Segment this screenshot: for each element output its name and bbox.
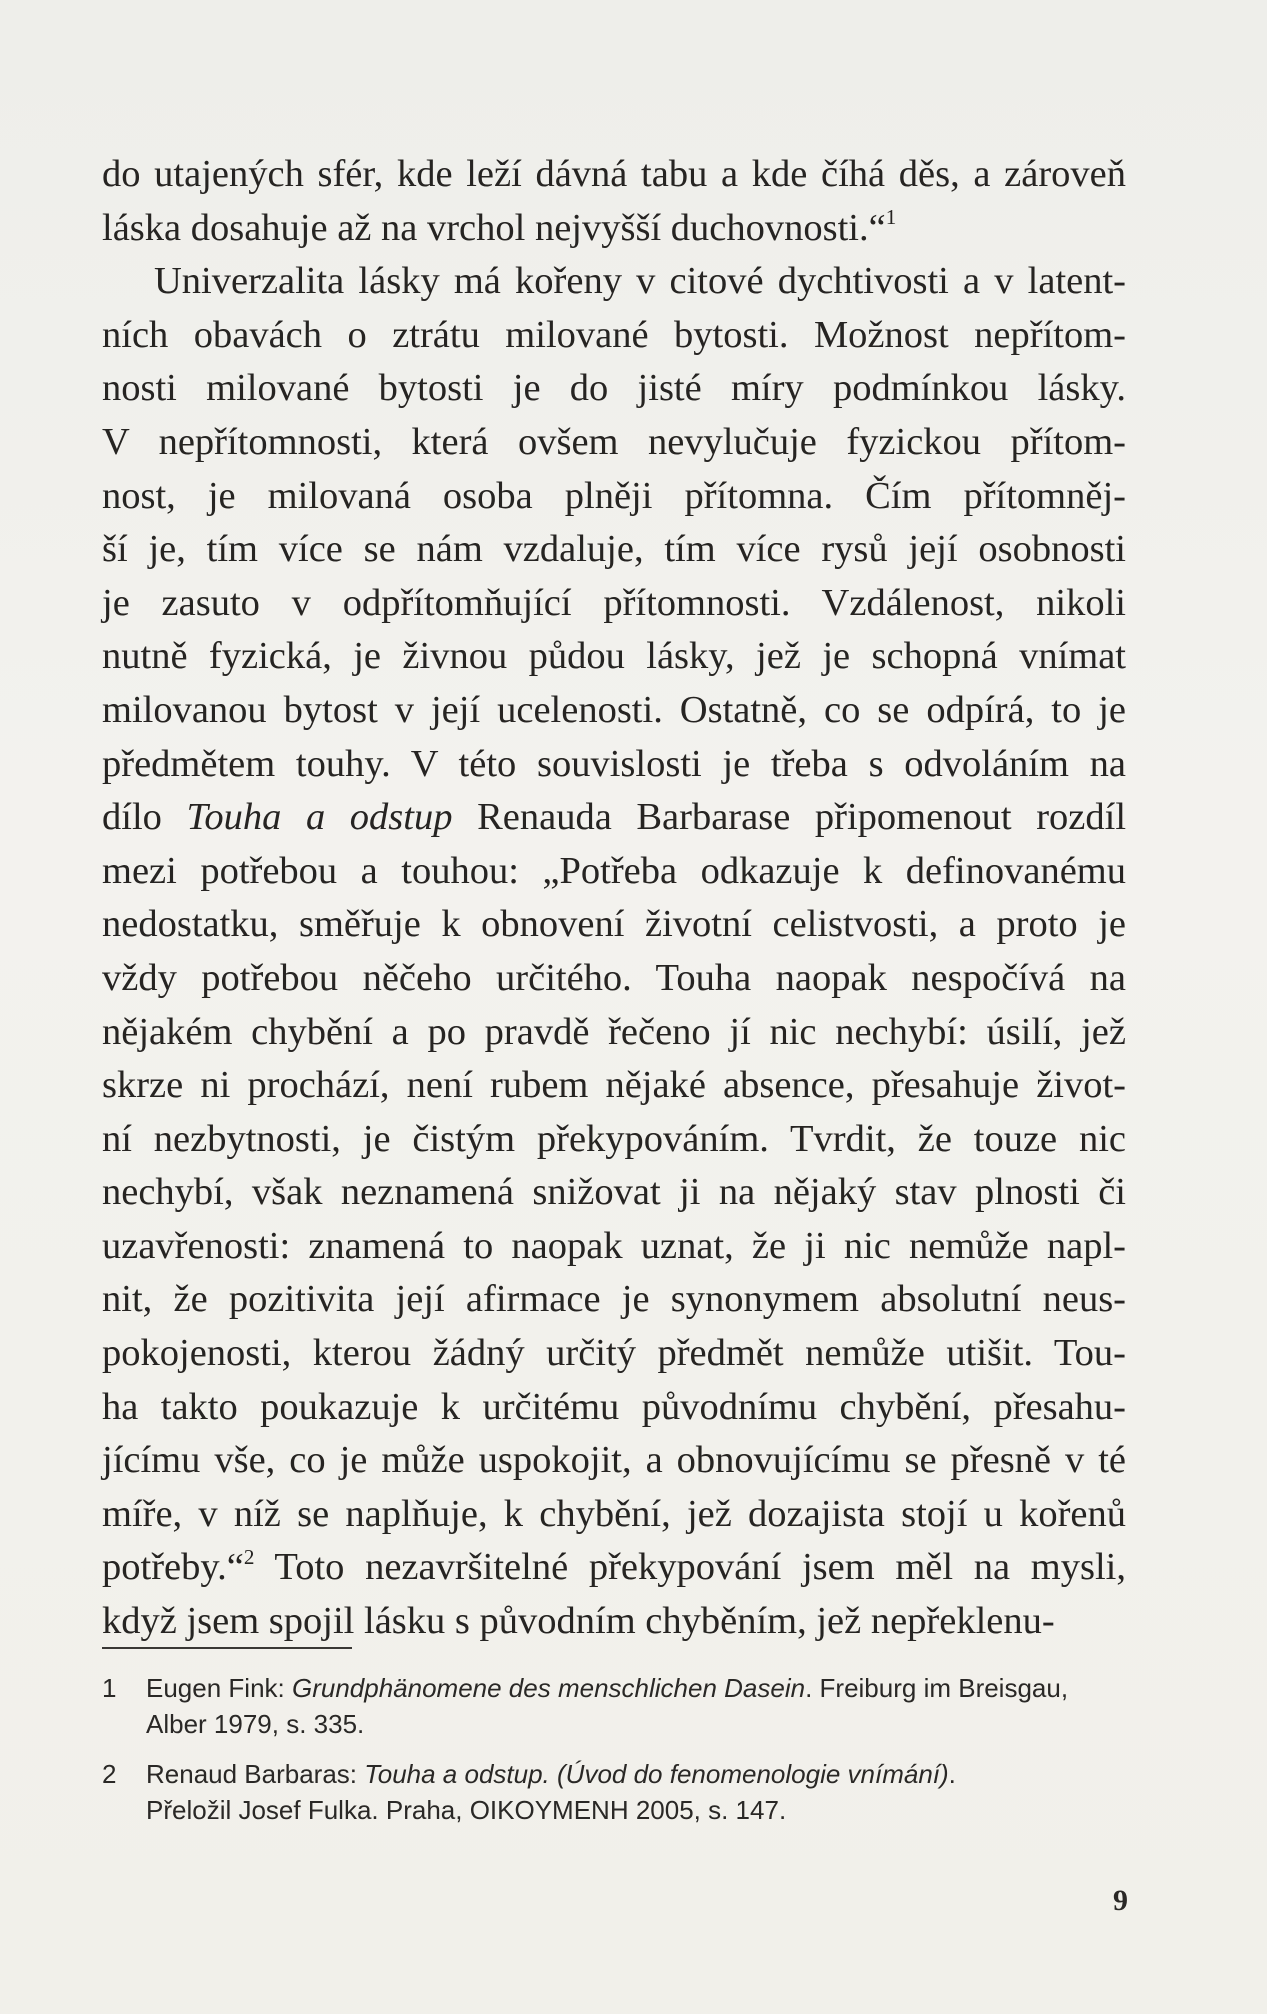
text-line: jícímu vše, co je může uspokojit, a obnovujícímu se přesně v té <box>102 1439 1126 1482</box>
footnote-2 <box>102 1756 1126 1828</box>
text-line: míře, v níž se naplňuje, k chybění, jež dozajista stojí u kořenů <box>102 1492 1126 1535</box>
footnote-ref-1: 1 <box>885 204 897 229</box>
text-line: Univerzalita lásky má kořeny v citové dychtivosti a v latent- <box>154 260 1126 303</box>
footnote-number: 1 <box>102 1673 117 1703</box>
text-line: skrze ni prochází, není rubem nějaké absence, přesahuje život- <box>102 1064 1126 1107</box>
text-line: ní nezbytnosti, je čistým překypováním. Tvrdit, že touze nic <box>102 1117 1126 1160</box>
text-line: ních obavách o ztrátu milované bytosti. Možnost nepřítom- <box>102 313 1126 356</box>
page-number: 9 <box>1113 1884 1128 1917</box>
text-line: do utajených sfér, kde leží dávná tabu a kde číhá děs, a zároveň <box>102 153 1126 195</box>
footnote-text: Eugen Fink: Grundphänomene des menschlichen Dasein. Freiburg im Breisgau, Alber 1979, s. 335. <box>146 1673 1069 1739</box>
footnote-title-italic: Grundphänomene des menschlichen Dasein <box>291 1673 806 1703</box>
text-line: uzavřenosti: znamená to naopak uznat, že ji nic nemůže napl- <box>102 1224 1126 1267</box>
footnote-ref-2: 2 <box>243 1544 255 1569</box>
text-line: ha takto poukazuje k určitému původnímu chybění, přesahu- <box>102 1385 1126 1428</box>
text-line: mezi potřebou a touhou: „Potřeba odkazuje k definovanému <box>102 849 1126 892</box>
footnote-1 <box>102 1670 1126 1742</box>
text-line: je zasuto v odpřítomňující přítomnosti. Vzdálenost, nikoli <box>102 581 1126 624</box>
text-line: když jsem spojil lásku s původním chyběním, jež nepřeklenu- <box>102 1600 1055 1643</box>
footnote-title-italic: Touha a odstup. (Úvod do fenomenologie vnímání) <box>364 1759 949 1789</box>
text-line: nosti milované bytosti je do jisté míry podmínkou lásky. <box>102 367 1126 410</box>
text-line: milovanou bytost v její ucelenosti. Ostatně, co se odpírá, to je <box>102 688 1126 731</box>
footnote-number: 2 <box>102 1759 117 1789</box>
text-line: nějakém chybění a po pravdě řečeno jí nic nechybí: úsilí, jež <box>102 1010 1126 1053</box>
text-line: nedostatku, směřuje k obnovení životní celistvosti, a proto je <box>102 903 1126 946</box>
text-line: potřeby.“$^2$ Toto nezavršitelné překypování jsem měl na mysli, <box>102 1544 1126 1589</box>
footnotes <box>102 1670 1126 1842</box>
text-line: V nepřítomnosti, která ovšem nevylučuje fyzickou přítom- <box>102 420 1126 463</box>
footnote-divider <box>102 1647 352 1649</box>
text-line: vždy potřebou něčeho určitého. Touha naopak nespočívá na <box>102 956 1126 999</box>
text-line: pokojenosti, kterou žádný určitý předmět nemůže utišit. Tou- <box>102 1332 1126 1375</box>
text-line: nost, je milovaná osoba plněji přítomna. Čím přítomněj- <box>102 474 1126 517</box>
body-text <box>102 148 1126 1649</box>
text-line: nechybí, však neznamená snižovat ji na nějaký stav plnosti či <box>102 1171 1126 1214</box>
text-line: láska dosahuje až na vrchol nejvyšší duchovnosti.“$^1$ <box>102 204 897 249</box>
text-line: ší je, tím více se nám vzdaluje, tím více rysů její osobnosti <box>102 528 1126 571</box>
footnote-text: Renaud Barbaras: Touha a odstup. (Úvod do fenomenologie vnímání). Přeložil Josef Fulka. Praha, OIKOYMENH 2005, s. 147. <box>146 1759 956 1825</box>
text-line: nutně fyzická, je živnou půdou lásky, jež je schopná vnímat <box>102 635 1126 678</box>
text-line: nit, že pozitivita její afirmace je synonymem absolutní neus- <box>102 1278 1126 1321</box>
book-title-italic: Touha a odstup <box>186 796 453 839</box>
text-line: dílo Touha a odstup Renauda Barbarase připomenout rozdíl <box>102 796 1127 839</box>
text-line: předmětem touhy. V této souvislosti je třeba s odvoláním na <box>102 742 1126 785</box>
